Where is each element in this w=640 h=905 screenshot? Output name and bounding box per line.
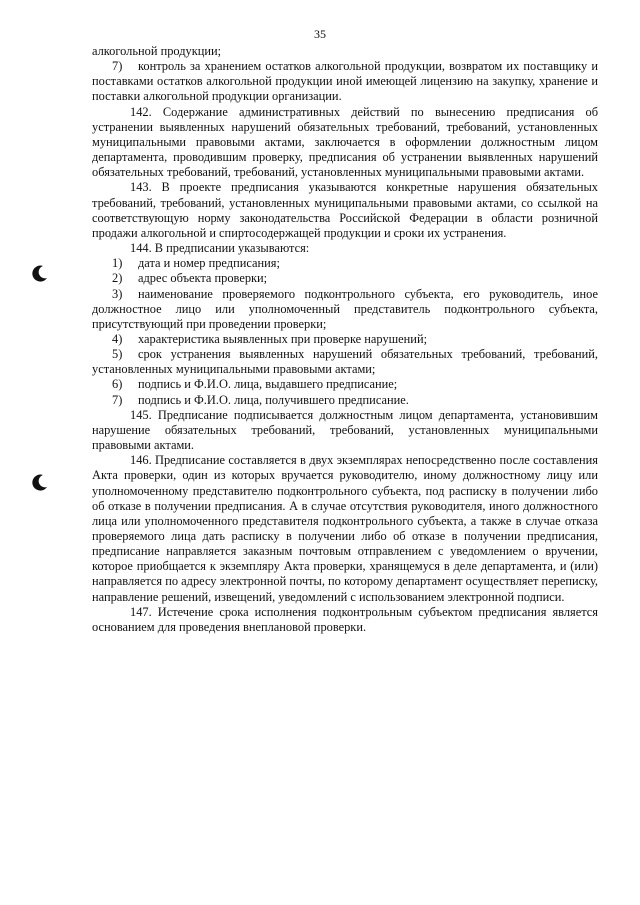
list-item-text: контроль за хранением остатков алкогольной продукции, возвратом их поставщику и поставками остатков алкогольной продукции иной имеющей лицензию на закупку, хранение и поставки алкогольной продукции организации. [92,59,598,104]
list-item-text: адрес объекта проверки; [138,271,268,286]
document-body [92,44,598,635]
list-item-text: наименование проверяемого подконтрольного субъекта, его руководитель, иное должностное лицо или уполномоченный представитель подконтрольного субъекта, присутствующий при проведении проверки; [92,286,598,331]
paragraph: 143. В проекте предписания указываются конкретные нарушения обязательных требований, требований, установленных муниципальными правовыми актами, со ссылкой на соответствующую норму законодательства Российской Федерации в области розничной продажи алкогольной и спиртосодержащей продукции и сроки их устранения. [92,180,598,240]
list-item-number: 3) [112,286,123,301]
paragraph: 145. Предписание подписывается должностным лицом департамента, установившим нарушение обязательных требований, требований, установленных муниципальными правовыми актами. [92,407,598,453]
list-item-text: характеристика выявленных при проверке нарушений; [138,331,428,346]
crescent-mark-icon [30,472,50,492]
list-item-text: подпись и Ф.И.О. лица, получившего предписание. [138,392,409,407]
list-item [92,332,598,347]
list-item-number: 7) [112,59,123,74]
list-item-number: 7) [112,392,123,407]
paragraph: 142. Содержание административных действий по вынесению предписания об устранении выявленных нарушений обязательных требований, требований, установленных муниципальными правовыми актами, заключается в оформлении должностным лицом департамента, проводившим проверку, предписания об устранении выявленных нарушений обязательных требований, требований, установленных муниципальными правовыми актами. [92,104,598,180]
list-item-number: 6) [112,377,123,392]
list-item [92,393,598,408]
crescent-mark-icon [30,263,50,283]
list-item-number: 5) [112,347,123,362]
paragraph-continuation: алкогольной продукции; [92,44,222,58]
paragraph: 146. Предписание составляется в двух экземплярах непосредственно после составления Акта проверки, один из которых вручается руководителю, иному должностному лицу или уполномоченному представителю подконтрольного субъекта, под расписку в получении либо об отказе в получении предписания. А в случае отсутствия руководителя, иного должностного лица или уполномоченного представителя подконтрольного субъекта, а также в случае отказа проверяемого лица дать расписку в получении либо об отказе в получении предписания, предписание направляется заказным почтовым отправлением с уведомлением о вручении, которое приобщается к экземпляру Акта проверки, хранящемуся в деле департамента, и (или) направляется по адресу электронной почты, по которому департамент осуществляет переписку, направление решений, извещений, уведомлений с использованием электронной подписи. [92,453,598,604]
list-item-text: дата и номер предписания; [138,256,280,271]
list-item [92,256,598,271]
list-item [92,377,598,392]
list-item-number: 2) [112,271,123,286]
list-item [92,287,598,332]
paragraph: 147. Истечение срока исполнения подконтрольным субъектом предписания является основанием для проведения внеплановой проверки. [92,604,598,634]
list-item [92,59,598,104]
list-item [92,347,598,377]
list-item-text: срок устранения выявленных нарушений обязательных требований, требований, установленных муниципальными правовыми актами; [92,347,598,377]
list-item-number: 4) [112,331,123,346]
paragraph: 144. В предписании указываются: [130,241,310,256]
list-item [92,271,598,286]
page-number: 35 [314,27,326,41]
list-item-number: 1) [112,256,123,271]
list-item-text: подпись и Ф.И.О. лица, выдавшего предписание; [138,377,398,392]
